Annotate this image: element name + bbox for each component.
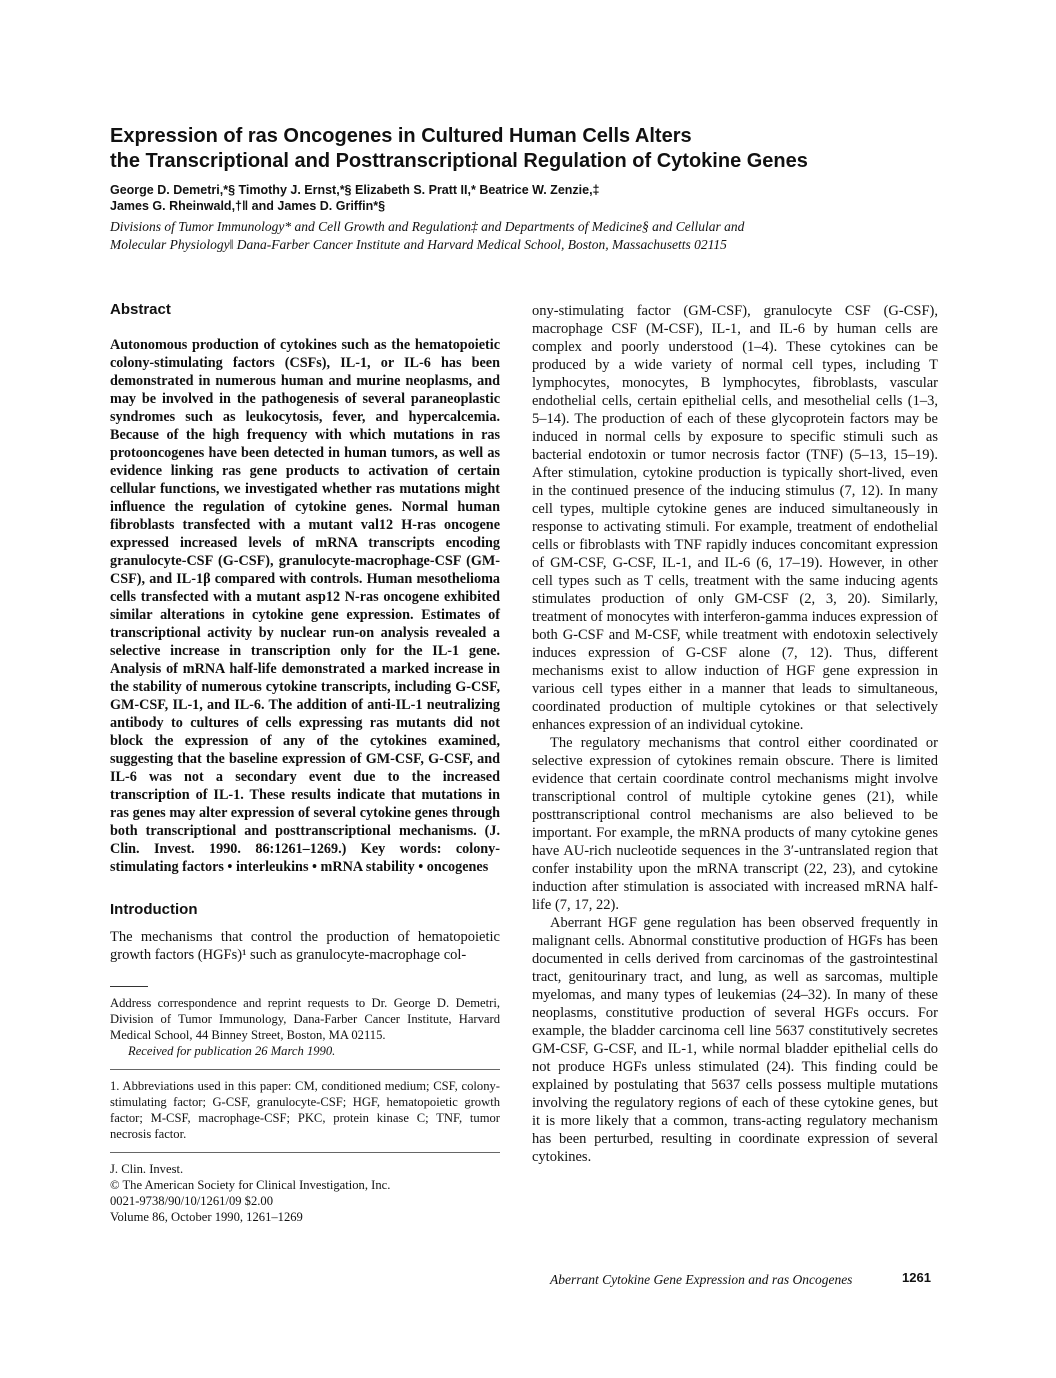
intro-paragraph-3: Aberrant HGF gene regulation has been observed frequently in malignant cells. Abnormal constitutive production of HGFs has been documented in cells derived from carcinomas of the gastrointestinal tract, genitourinary tract, and lung, as well as sarcomas, multiple myelomas, and many types of leukemias (24–32). In many of these neoplasms, constitutive production of several HGFs occurs. For example, the bladder carcinoma cell line 5637 constitutively secretes GM-CSF, G-CSF, and IL-1, while normal bladder epithelial cells do not produce HGFs unless stimulated (24). This finding could be explained by postulating that 5637 cells possess multiple mutations involving the regulatory regions of each of these cytokine genes, but it is more likely that a common, trans-acting regulatory mechanism has been perturbed, resulting in coordinate expression of several cytokines. [532,915,938,1165]
running-footer: Aberrant Cytokine Gene Expression and ras Oncogenes [550,1272,853,1287]
title-line-2: the Transcriptional and Posttranscriptional Regulation of Cytokine Genes [110,150,808,172]
right-column [532,302,938,1166]
citation-copyright: © The American Society for Clinical Investigation, Inc. [110,1178,391,1192]
citation-volume: Volume 86, October 1990, 1261–1269 [110,1210,303,1224]
citation-separator [110,1152,500,1153]
intro-paragraph-2: The regulatory mechanisms that control either coordinated or selective expression of cytokines remain obscure. There is limited evidence that certain coordinate control mechanisms might involve transcriptional control of multiple cytokine genes (21), while posttranscriptional control mechanisms are also believed to be important. For example, the mRNA products of many cytokine genes have AU-rich nucleotide sequences in the 3′-untranslated region that confer instability upon the mRNA transcript (22, 23), and cytokine induction after stimulation is associated with increased mRNA half-life (7, 17, 22). [532,735,938,913]
abstract-heading: Abstract [110,301,171,318]
authors-line-2: James G. Rheinwald,†‖ and James D. Griffin*§ [110,199,386,213]
received-note: Received for publication 26 March 1990. [128,1044,336,1058]
author-list [110,182,950,214]
affiliation-line-1: Divisions of Tumor Immunology* and Cell Growth and Regulation‡ and Departments of Medicine§ and Cellular and [110,219,745,234]
title-line-1: Expression of ras Oncogenes in Cultured Human Cells Alters [110,125,692,147]
citation-journal: J. Clin. Invest. [110,1162,184,1176]
footnote-separator [110,986,148,987]
affiliation-line-2: Molecular Physiology‖ Dana-Farber Cancer Institute and Harvard Medical School, Boston, Massachusetts 02115 [110,237,727,252]
left-column [110,300,500,1225]
abbrev-separator [110,1069,500,1070]
correspondence-note: Address correspondence and reprint requests to Dr. George D. Demetri, Division of Tumor Immunology, Dana-Farber Cancer Institute, Harvard Medical School, 44 Binney Street, Boston, MA 02115. [110,996,500,1042]
article-title [110,124,910,174]
authors-line-1: George D. Demetri,*§ Timothy J. Ernst,*§ Elizabeth S. Pratt II,* Beatrice W. Zenzie,‡ [110,183,600,197]
intro-paragraph-1-continued: ony-stimulating factor (GM-CSF), granulocyte CSF (G-CSF), macrophage CSF (M-CSF), IL-1, and IL-6 by human cells are complex and poorly understood (1–4). These cytokines can be produced by a wide variety of normal cell types, including T lymphocytes, monocytes, B lymphocytes, fibroblasts, vascular endothelial cells, certain epithelial cells, and mesothelial cells (1–3, 5–14). The production of each of these glycoprotein factors may be induced in normal cells by exposure to specific stimuli such as bacterial endotoxin or tumor necrosis factor (TNF) (5–13, 15–19). After stimulation, cytokine production is typically short-lived, even in the continued presence of the inducing stimulus (7, 12). In many cell types, multiple cytokine genes are induced simultaneously in response to activating stimuli. For example, treatment of endothelial cells or fibroblasts with TNF rapidly induces concomitant expression of GM-CSF, G-CSF, IL-1, and IL-6 (6, 17–19). However, in other cell types such as T cells, treatment with the same inducing agents stimulates production of only GM-CSF (2, 3, 20). Similarly, treatment of monocytes with interferon-gamma induces expression of both G-CSF and M-CSF, while treatment with endotoxin selectively induces expression of G-CSF alone (7, 12). Thus, different mechanisms exist to allow induction of HGF gene expression in various cell types either in a manner that leads to simultaneous, coordinated production of multiple cytokines or that selectively enhances expression of an individual cytokine. [532,303,938,733]
page-number: 1261 [902,1270,931,1285]
abstract-text: Autonomous production of cytokines such as the hematopoietic colony-stimulating factors (CSFs), IL-1, or IL-6 has been demonstrated in numerous human and murine neoplasms, and may be involved in the pathogenesis of several paraneoplastic syndromes such as leukocytosis, fever, and hypercalcemia. Because of the high frequency with which mutations in ras protooncogenes have been detected in human tumors, as well as evidence linking ras gene products to activation of certain cellular functions, we investigated whether ras mutations might influence the regulation of cytokine genes. Normal human fibroblasts transfected with a mutant val12 H-ras oncogene expressed increased levels of mRNA transcripts encoding granulocyte-CSF (G-CSF), granulocyte-macrophage-CSF (GM-CSF), and IL-1β compared with controls. Human mesothelioma cells transfected with a mutant asp12 N-ras oncogene exhibited similar alterations in cytokine gene expression. Estimates of transcriptional activity by nuclear run-on analysis revealed a selective increase in transcription only for the IL-1 gene. Analysis of mRNA half-life demonstrated a marked increase in the stability of numerous cytokine transcripts, including G-CSF, GM-CSF, IL-1, and IL-6. The addition of anti-IL-1 neutralizing antibody to cultures of cells expressing ras mutants did not block the expression of any of the cytokines examined, suggesting that the baseline expression of GM-CSF, G-CSF, and IL-6 was not a secondary event due to the increased transcription of IL-1. These results indicate that mutations in ras genes may alter expression of several cytokine genes through both transcriptional and posttranscriptional mechanisms. (J. Clin. Invest. 1990. 86:1261–1269.) Key words: colony-stimulating factors • interleukins • mRNA stability • oncogenes [110,337,500,875]
citation-issn: 0021-9738/90/10/1261/09 $2.00 [110,1194,274,1208]
affiliation [110,218,950,254]
introduction-heading: Introduction [110,901,198,918]
intro-paragraph-1-start: The mechanisms that control the production of hematopoietic growth factors (HGFs)¹ such as granulocyte-macrophage col- [110,929,500,963]
abbreviations-footnote: 1. Abbreviations used in this paper: CM, conditioned medium; CSF, colony-stimulating factor; G-CSF, granulocyte-CSF; HGF, hematopoietic growth factor; M-CSF, macrophage-CSF; PKC, protein kinase C; TNF, tumor necrosis factor. [110,1079,500,1141]
